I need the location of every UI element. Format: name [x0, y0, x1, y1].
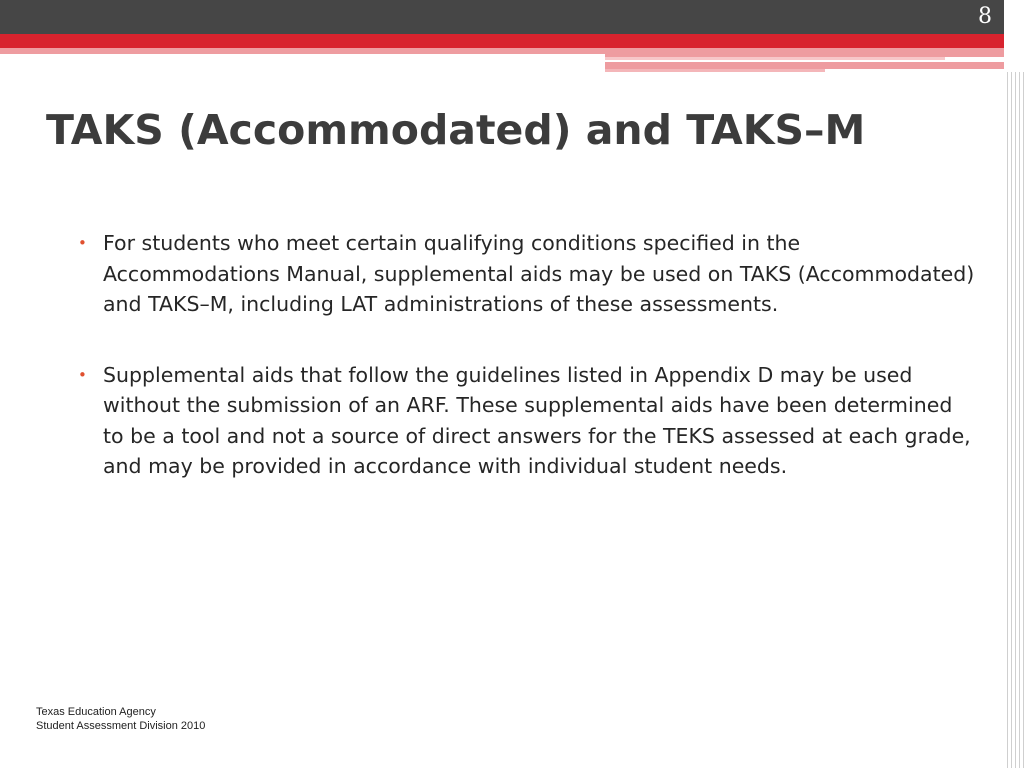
header-bar-pink: [0, 48, 605, 54]
bullet-text: For students who meet certain qualifying conditions specified in the Accommodations Manual, supplemental aids may be used on TAKS (Accommodated) and TAKS–M, including LAT administrations of these assessments.: [103, 231, 975, 316]
header-bar-pink-light: [605, 57, 945, 60]
bullet-text: Supplemental aids that follow the guidelines listed in Appendix D may be used without the submission of an ARF. These supplemental aids have been determined to be a tool and not a source of direct answers for the TEKS assessed at each grade, and may be provided in accordance with individual student needs.: [103, 362, 971, 478]
bullet-list: [78, 228, 978, 522]
footer-division: Student Assessment Division 2010: [36, 720, 206, 732]
header-bar-pink: [605, 62, 1005, 69]
right-edge-lines-top: [1004, 0, 1024, 72]
header-bar-red: [0, 34, 1024, 48]
header-bar-dark: [0, 0, 1024, 34]
bullet-icon: •: [78, 234, 87, 252]
bullet-icon: •: [78, 365, 87, 384]
footer: [36, 705, 205, 733]
slide-title: TAKS (Accommodated) and TAKS–M: [46, 106, 866, 154]
right-edge-lines: [1004, 0, 1024, 768]
slide-number: 8: [978, 4, 992, 29]
footer-organization: Texas Education Agency: [36, 706, 156, 718]
bullet-item: [78, 360, 978, 482]
bullet-item: [78, 228, 978, 320]
header-bar-pink-light: [605, 69, 825, 72]
header-bar-pink: [605, 48, 1005, 57]
